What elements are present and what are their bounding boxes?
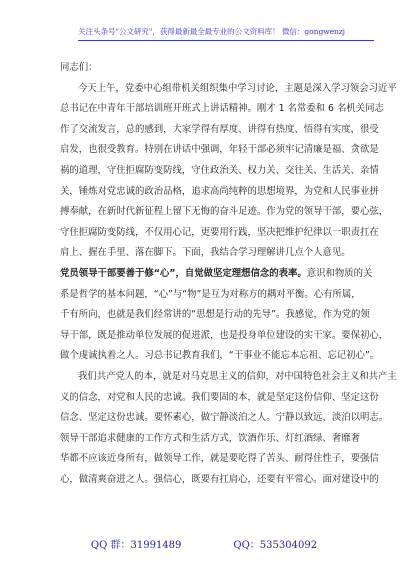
paragraph-line: 守住拒腐防变防线，不仅用心记，更要用行践，坚决把维护纪律以一职责扛在 xyxy=(60,226,379,238)
qq-group-number: QQ 群：31991489 xyxy=(90,540,182,551)
salutation: 同志们： xyxy=(60,62,98,73)
paragraph-line: 系是哲学的基本问题，“心”与“物”是互为对称方的耦对平衡。心有所属， xyxy=(60,288,361,300)
paragraph-line: 搏奉献，在新时代新征程上留下无悔的奋斗足迹。作为党的领导干部，要心弦， xyxy=(60,206,389,218)
paragraph-line: 今天上午，党委中心组带机关组织集中学习讨论，主题是深入学习领会习近平 xyxy=(78,82,397,94)
paragraph-line: 关，锤炼对党忠诚的政治品格，追求高尚纯粹的思想境界，为党和人民事业拼 xyxy=(60,185,379,197)
section-heading: 党员领导干部要善于修“心”，自觉做坚定理想信念的表率。 xyxy=(60,267,307,279)
paragraph-line: 作了交流发言，总的感到，大家学得有厚度、讲得有热度、悟得有实度，很受 xyxy=(60,123,379,135)
paragraph-line: 导干部，既是推动单位发展的促进派，也是投身单位建设的实干家。要保初心， xyxy=(60,329,389,341)
paragraph-line: 启发，也很受教育。特别在讲话中强调，年轻干部必须牢记清廉是福、贪欲是 xyxy=(60,144,379,156)
qq-number: QQ：535304092 xyxy=(233,540,318,551)
section-heading-line xyxy=(60,264,373,285)
paragraph-line: 心，做清爽奋进之人。强信心，既要有扛肩心，还要有平常心。面对建设中的 xyxy=(60,473,379,485)
paragraph-text: 意识和物质的关 xyxy=(306,267,373,279)
paragraph-line: 信念、坚定这份忠诚。要怀素心，做宁静淡泊之人。宁静以致远，淡泊以明志。 xyxy=(60,412,389,424)
document-body xyxy=(60,58,397,490)
page-footer xyxy=(0,536,408,551)
paragraph-line: 千有所向，也就是我们经常讲的“思想是行动的先导”。我感觉，作为党的领 xyxy=(60,309,370,321)
paragraph-line: 总书记在中青年干部培训班开班式上讲话精神。刚才 1 名常委和 6 名机关同志 xyxy=(60,103,384,115)
paragraph-line: 祸的道理，守住拒腐防变防线，守住政治关、权力关、交往关、生活关、亲情 xyxy=(60,164,379,176)
paragraph-line: 肩上、握在手里、落在脚下。下面，我结合学习理解讲几点个人意见。 xyxy=(60,247,351,259)
paragraph-line: 我们共产党人的本，就是对马克思主义的信仰，对中国特色社会主义和共产主 xyxy=(78,370,397,382)
paragraph-line: 华都不应该近身所有，做领导工作，就是要吃得了苦头、耐得住性子，要强信 xyxy=(60,453,379,465)
page-header: 关注头条号"公文研究"，获得最新最全最专业的公文资料库！ 微信：gongwenzj xyxy=(78,26,374,41)
paragraph-line: 领导干部追求健康的工作方式和生活方式，饮酒作乐、灯红酒绿、奢靡奢 xyxy=(60,432,361,444)
paragraph-line: 做个虔诚执着之人。习总书记教育我们，“干事业不能忘本忘祖、忘记初心”。 xyxy=(60,350,380,362)
paragraph-line: 义的信念，对党和人民的忠诚。我们要固的本，就是坚定这份信仰、坚定这份 xyxy=(60,391,379,403)
